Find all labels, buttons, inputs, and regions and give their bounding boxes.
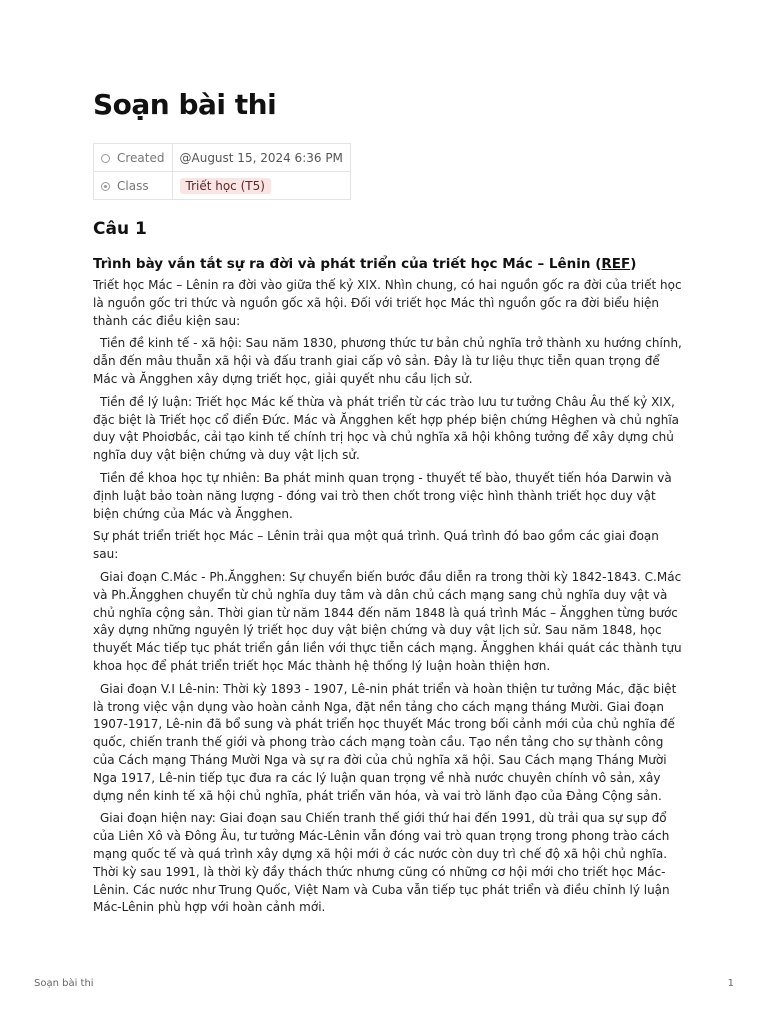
paragraph-intro: Triết học Mác – Lênin ra đời vào giữa thế kỷ XIX. Nhìn chung, có hai nguồn gốc ra đời của triết học là nguồn gốc tri thức và nguồn gốc xã hội. Đối với triết học Mác thì nguồn gốc ra đời biểu hiện thành các điều kiện sau:	[93, 278, 682, 328]
ref-link[interactable]: REF	[601, 256, 631, 272]
property-key-created	[94, 144, 173, 172]
paragraph-science-premise: Tiền đề khoa học tự nhiên: Ba phát minh quan trọng - thuyết tế bào, thuyết tiến hóa Darwin và định luật bảo toàn năng lượng - đóng vai trò then chốt trong việc hình thành triết học duy vật biện chứng của Mác và Ăngghen.	[93, 470, 672, 521]
footer-title: Soạn bài thi	[34, 978, 94, 989]
paragraph-marx-engels-stage: Giai đoạn C.Mác - Ph.Ăngghen: Sự chuyển biến bước đầu diễn ra trong thời kỳ 1842-1843. C.Mác và Ph.Ăngghen chuyển từ chủ nghĩa duy tâm và dân chủ cách mạng sang chủ nghĩa duy vật và chủ nghĩa cộng sản. Thời gian từ năm 1844 đến năm 1848 là quá trình Mác – Ăngghen từng bước xây dựng những nguyên lý triết học duy vật biện chứng và duy vật lịch sử. Sau năm 1848, học thuyết Mác tiếp tục phát triển gắn liền với thực tiễn cách mạng. Ăngghen khái quát các thành tựu khoa học để phát triển triết học Mác thành hệ thống lý luận hoàn thiện hơn.	[93, 569, 682, 673]
property-row-created	[94, 144, 351, 172]
class-tag[interactable]: Triết học (T5)	[180, 178, 271, 194]
created-label: Created	[117, 150, 165, 165]
property-row-class	[94, 172, 351, 200]
class-label: Class	[117, 178, 149, 193]
clock-icon	[101, 154, 110, 163]
property-value-class	[172, 172, 350, 200]
question-heading: Trình bày vắn tắt sự ra đời và phát triển của triết học Mác – Lênin (REF)	[93, 256, 637, 272]
property-key-class	[94, 172, 173, 200]
page-title: Soạn bài thi	[93, 88, 277, 121]
paragraph-current-stage: Giai đoạn hiện nay: Giai đoạn sau Chiến tranh thế giới thứ hai đến 1991, dù trải qua sự sụp đổ của Liên Xô và Đông Âu, tư tưởng Mác-Lênin vẫn đóng vai trò quan trọng trong phong trào cách mạng quốc tế và quá trình xây dựng xã hội mới ở các nước còn duy trì chế độ xã hội chủ nghĩa. Thời kỳ sau 1991, là thời kỳ đầy thách thức nhưng cũng có những cơ hội mới cho triết học Mác-Lênin. Các nước như Trung Quốc, Việt Nam và Cuba vẫn tiếp tục phát triển và điều chỉnh lý luận Mác-Lênin phù hợp với hoàn cảnh mới.	[93, 811, 670, 915]
select-icon	[101, 182, 110, 191]
page-content	[93, 82, 683, 922]
section-heading: Câu 1	[93, 219, 147, 239]
paragraph-economic-premise: Tiền đề kinh tế - xã hội: Sau năm 1830, phương thức tư bản chủ nghĩa trở thành xu hướng chính, dẫn đến mâu thuẫn xã hội và đấu tranh giai cấp vô sản. Đây là tư liệu thực tiễn quan trọng để Mác và Ăngghen xây dựng triết học, giải quyết nhu cầu lịch sử.	[93, 336, 682, 386]
paragraph-theoretical-premise: Tiền đề lý luận: Triết học Mác kế thừa và phát triển từ các trào lưu tư tưởng Châu Âu thế kỷ XIX, đặc biệt là Triết học cổ điển Đức. Mác và Ăngghen kết hợp phép biện chứng Hêghen và chủ nghĩa duy vật Phoiơbắc, cải tạo kinh tế chính trị học và chủ nghĩa xã hội không tưởng để xây dựng chủ nghĩa duy vật biện chứng và duy vật lịch sử.	[93, 394, 680, 463]
created-value: @August 15, 2024 6:36 PM	[172, 144, 350, 172]
paragraph-lenin-stage: Giai đoạn V.I Lê-nin: Thời kỳ 1893 - 1907, Lê-nin phát triển và hoàn thiện tư tưởng Mác, đặc biệt là trong việc vận dụng vào hoàn cảnh Nga, đặt nền tảng cho cách mạng tháng Mười. Giai đoạn 1907-1917, Lê-nin đã bổ sung và phát triển học thuyết Mác trong bối cảnh mới của chủ nghĩa đế quốc, chiến tranh thế giới và phong trào cách mạng toàn cầu. Tạo nền tảng cho sự thành công của Cách mạng Tháng Mười Nga và sự ra đời của chủ nghĩa xã hội. Sau Cách mạng Tháng Mười Nga 1917, Lê-nin tiếp tục đưa ra các lý luận quan trọng về nhà nước chuyên chính vô sản, xây dựng nền kinh tế xã hội chủ nghĩa, phát triển văn hóa, và vai trò lãnh đạo của Đảng Cộng sản.	[93, 681, 677, 803]
question-text: Trình bày vắn tắt sự ra đời và phát triển của triết học Mác – Lênin	[93, 256, 591, 272]
paragraph-development-intro: Sự phát triển triết học Mác – Lênin trải qua một quá trình. Quá trình đó bao gồm các giai đoạn sau:	[93, 529, 659, 562]
properties-table	[93, 143, 351, 200]
footer-page-number: 1	[727, 978, 734, 989]
